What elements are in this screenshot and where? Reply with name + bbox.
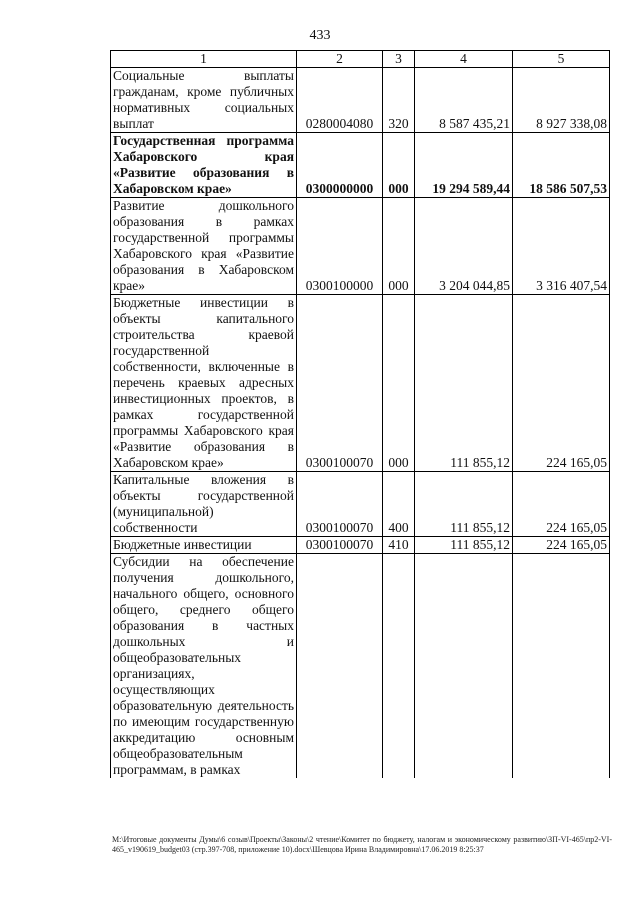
row-name: Развитие дошкольного образования в рамках государственной программы Хабаровского края «Развитие образования в Хабаровском крае» [111, 198, 297, 295]
column-header: 2 [297, 51, 383, 68]
row-value-1: 111 855,12 [415, 295, 513, 472]
row-type: 410 [383, 537, 415, 554]
row-type: 000 [383, 295, 415, 472]
row-code: 0300100000 [297, 198, 383, 295]
row-type [383, 554, 415, 779]
row-value-2: 224 165,05 [513, 295, 610, 472]
row-code: 0300100070 [297, 295, 383, 472]
row-type: 000 [383, 133, 415, 198]
row-name: Бюджетные инвестиции [111, 537, 297, 554]
row-name: Субсидии на обеспечение получения дошкольного, начального общего, основного общего, среднего общего образования в частных дошкольных и общеобразовательных организациях, осуществляющих образовательную деятельность по имеющим государственную аккредитацию основным общеобразовательным программам, в рамках [111, 554, 297, 779]
row-name: Капитальные вложения в объекты государственной (муниципальной) собственности [111, 472, 297, 537]
row-type: 000 [383, 198, 415, 295]
row-value-2: 8 927 338,08 [513, 68, 610, 133]
row-value-2 [513, 554, 610, 779]
table-row [111, 133, 610, 198]
row-value-1 [415, 554, 513, 779]
row-type: 400 [383, 472, 415, 537]
row-value-1: 111 855,12 [415, 472, 513, 537]
row-value-2: 224 165,05 [513, 472, 610, 537]
row-value-1: 19 294 589,44 [415, 133, 513, 198]
table-row [111, 537, 610, 554]
table-row [111, 472, 610, 537]
table-row [111, 68, 610, 133]
row-name: Государственная программа Хабаровского края «Развитие образования в Хабаровском крае» [111, 133, 297, 198]
row-value-1: 3 204 044,85 [415, 198, 513, 295]
row-type: 320 [383, 68, 415, 133]
row-name: Бюджетные инвестиции в объекты капитального строительства краевой государственной собственности, включенные в перечень краевых адресных инвестиционных проектов, в рамках государственной программы Хабаровского края «Развитие образования в Хабаровском крае» [111, 295, 297, 472]
column-header: 1 [111, 51, 297, 68]
row-name: Социальные выплаты гражданам, кроме публичных нормативных социальных выплат [111, 68, 297, 133]
page-number: 433 [309, 28, 331, 43]
row-value-1: 111 855,12 [415, 537, 513, 554]
row-code: 0300000000 [297, 133, 383, 198]
row-code [297, 554, 383, 779]
row-code: 0280004080 [297, 68, 383, 133]
column-header: 5 [513, 51, 610, 68]
row-value-2: 224 165,05 [513, 537, 610, 554]
row-value-2: 18 586 507,53 [513, 133, 610, 198]
row-value-2: 3 316 407,54 [513, 198, 610, 295]
row-code: 0300100070 [297, 537, 383, 554]
table-row [111, 554, 610, 779]
column-header: 4 [415, 51, 513, 68]
table-row [111, 198, 610, 295]
table-header-row [111, 51, 610, 68]
table-row [111, 295, 610, 472]
budget-table [110, 50, 610, 778]
row-code: 0300100070 [297, 472, 383, 537]
column-header: 3 [383, 51, 415, 68]
file-path-footer: M:\Итоговые документы Думы\6 созыв\Проекты\Законы\2 чтение\Комитет по бюджету, налогам и экономическому развитию\ЗП-VI-465\пр2-VI-465_v190619_budget03 (стр.397-708, приложение 10).docx\Шевцова Ирина Владимировна\17.06.2019 8:25:37 [112, 835, 612, 854]
row-value-1: 8 587 435,21 [415, 68, 513, 133]
